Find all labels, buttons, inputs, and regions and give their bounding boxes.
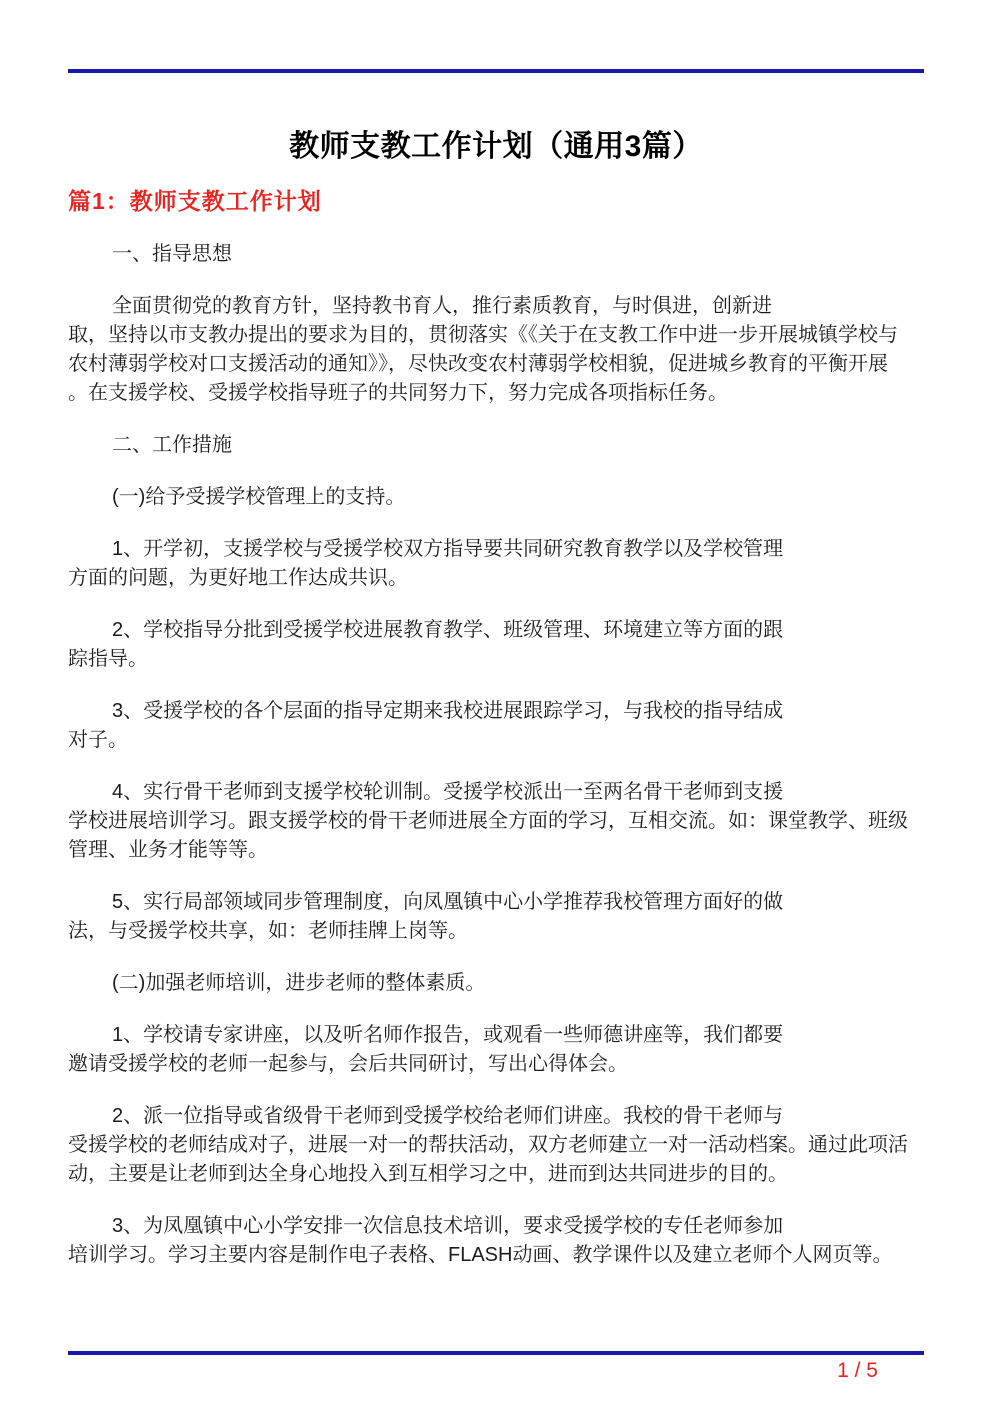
paragraph — [68, 1212, 924, 1270]
section-1-heading: 篇1：教师支教工作计划 — [68, 188, 322, 214]
paragraph-line: 对子。 — [68, 729, 128, 751]
paragraph-line: 1、学校请专家讲座，以及听名师作报告，或观看一些师德讲座等，我们都要 — [112, 1024, 784, 1046]
paragraph-line: 5、实行局部领域同步管理制度，向凤凰镇中心小学推荐我校管理方面好的做 — [112, 891, 784, 913]
paragraph-line: 。在支援学校、受援学校指导班子的共同努力下，努力完成各项指标任务。 — [68, 382, 728, 404]
paragraph-line: 3、为凤凰镇中心小学安排一次信息技术培训，要求受援学校的专任老师参加 — [112, 1215, 784, 1237]
paragraph-line: 2、派一位指导或省级骨干老师到受援学校给老师们讲座。我校的骨干老师与 — [112, 1105, 784, 1127]
paragraph — [68, 535, 924, 593]
paragraph-line: 1、开学初，支援学校与受援学校双方指导要共同研究教育教学以及学校管理 — [112, 538, 784, 560]
paragraph — [68, 778, 924, 865]
paragraph-line: 4、实行骨干老师到支援学校轮训制。受援学校派出一至两名骨干老师到支援 — [112, 781, 784, 803]
paragraph-line: (二)加强老师培训，进步老师的整体素质。 — [112, 972, 486, 994]
paragraph-line: 2、学校指导分批到受援学校进展教育教学、班级管理、环境建立等方面的跟 — [112, 619, 784, 641]
paragraph-line: 邀请受援学校的老师一起参与，会后共同研讨，写出心得体会。 — [68, 1053, 628, 1075]
paragraph-line: 二、工作措施 — [112, 434, 232, 456]
paragraph-line: 取，坚持以市支教办提出的要求为目的，贯彻落实《《关于在支教工作中进一步开展城镇学校与 — [68, 324, 898, 346]
paragraph — [68, 1102, 924, 1189]
paragraph-line: 方面的问题，为更好地工作达成共识。 — [68, 567, 408, 589]
paragraph — [68, 431, 924, 460]
paragraph-line: 学校进展培训学习。跟支援学校的骨干老师进展全方面的学习，互相交流。如：课堂教学、班级 — [68, 810, 908, 832]
paragraph-line: 受援学校的老师结成对子，进展一对一的帮扶活动，双方老师建立一对一活动档案。通过此项活 — [68, 1134, 908, 1156]
paragraph — [68, 888, 924, 946]
paragraph-line: 动，主要是让老师到达全身心地投入到互相学习之中，进而到达共同进步的目的。 — [68, 1163, 788, 1185]
paragraph-line: 踪指导。 — [68, 648, 148, 670]
paragraph-line: 一、指导思想 — [112, 243, 232, 265]
paragraph-line: 培训学习。学习主要内容是制作电子表格、FLASH动画、教学课件以及建立老师个人网页等。 — [68, 1244, 893, 1266]
paragraph — [68, 292, 924, 408]
page-number: 1 / 5 — [837, 1359, 878, 1382]
footer-rule — [68, 1351, 924, 1355]
paragraph — [68, 616, 924, 674]
paragraph-line: 法，与受援学校共享，如：老师挂牌上岗等。 — [68, 920, 468, 942]
paragraph-line: 管理、业务才能等等。 — [68, 839, 268, 861]
paragraph-line: (一)给予受援学校管理上的支持。 — [112, 486, 406, 508]
paragraph-line: 3、受援学校的各个层面的指导定期来我校进展跟踪学习，与我校的指导结成 — [112, 700, 784, 722]
paragraph — [68, 240, 924, 269]
paragraph-line: 全面贯彻党的教育方针，坚持教书育人，推行素质教育，与时俱进，创新进 — [112, 295, 772, 317]
document-title: 教师支教工作计划（通用3篇） — [289, 130, 703, 163]
paragraph — [68, 697, 924, 755]
header-rule — [68, 69, 924, 73]
paragraph — [68, 483, 924, 512]
document-body — [68, 240, 924, 1270]
paragraph-line: 农村薄弱学校对口支援活动的通知》》，尽快改变农村薄弱学校相貌，促进城乡教育的平衡开展 — [68, 353, 888, 375]
paragraph — [68, 1021, 924, 1079]
paragraph — [68, 969, 924, 998]
